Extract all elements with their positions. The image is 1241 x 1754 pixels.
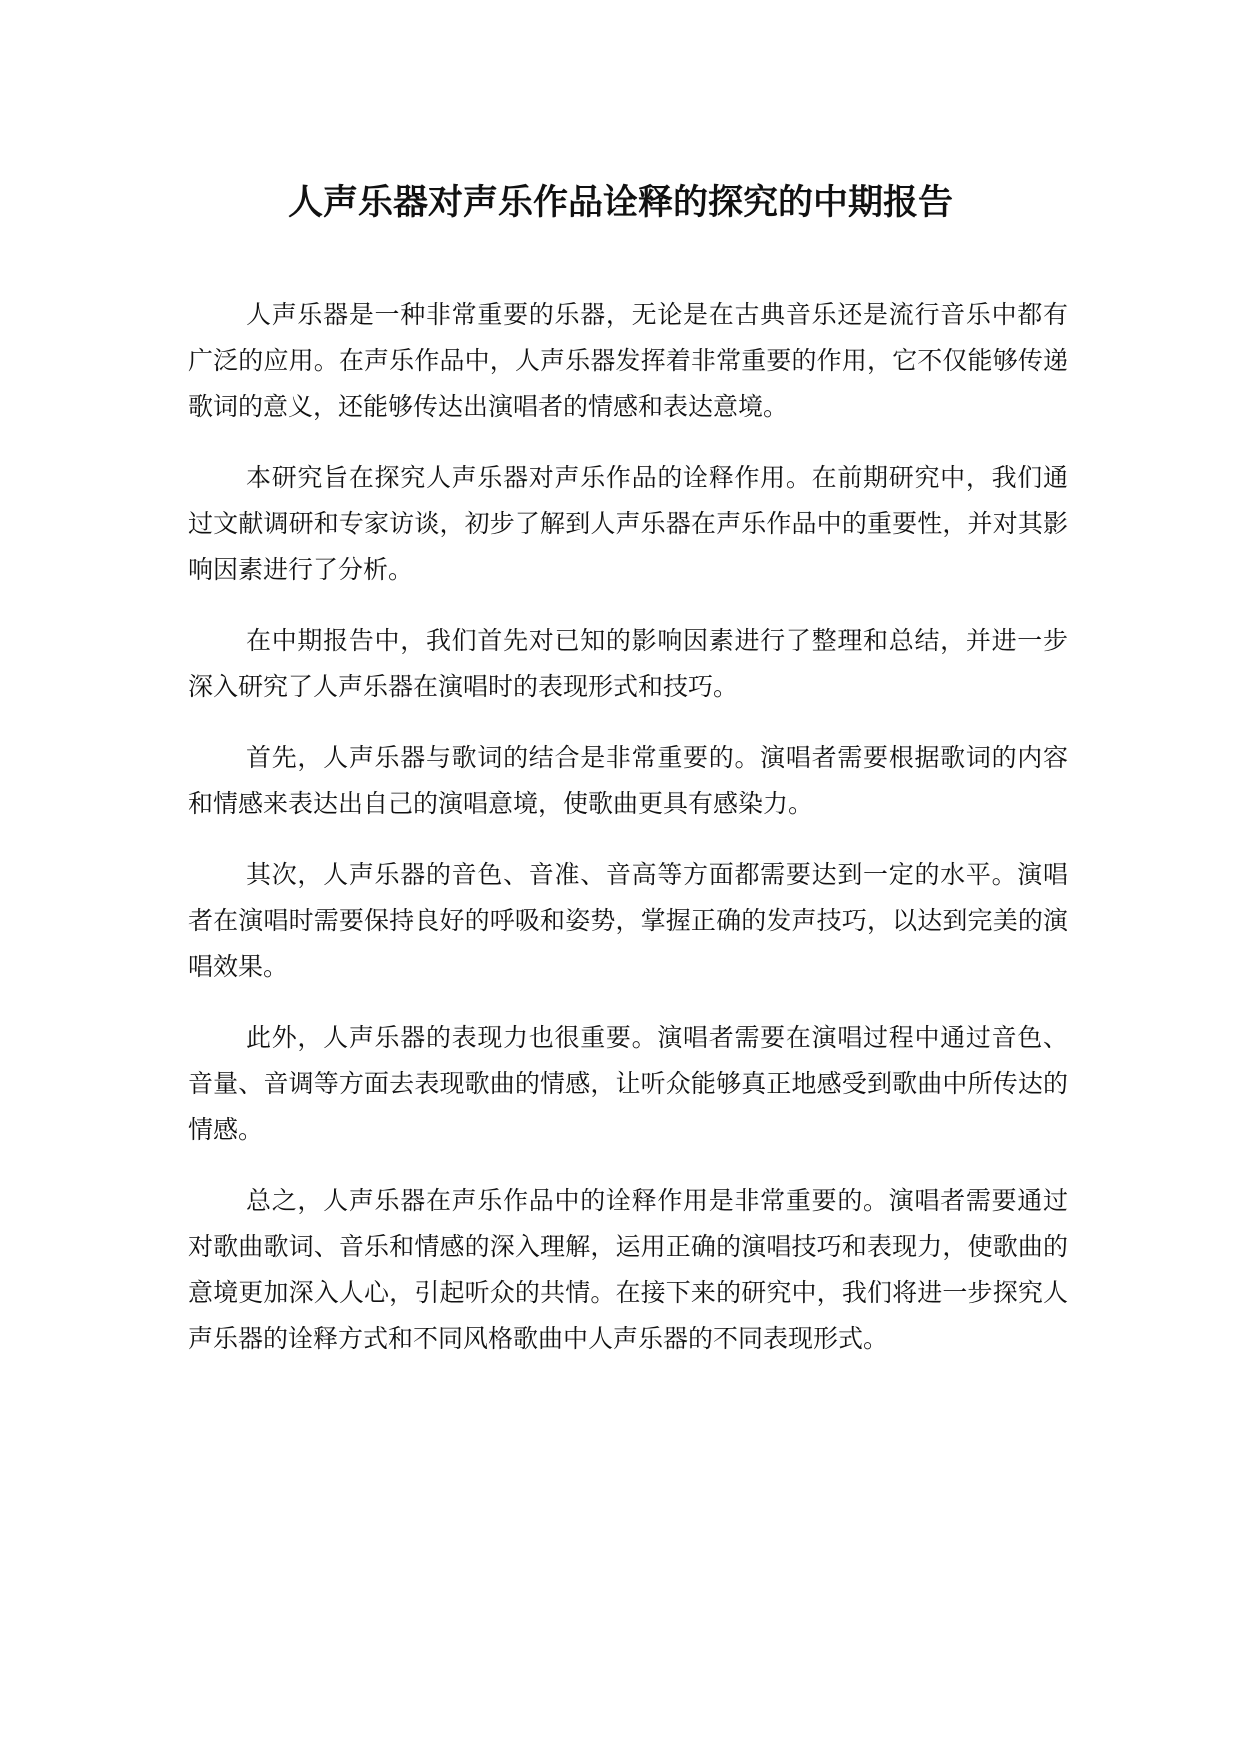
paragraph-3: 在中期报告中，我们首先对已知的影响因素进行了整理和总结，并进一步深入研究了人声乐器在演唱时的表现形式和技巧。	[188, 626, 1068, 701]
document-body	[188, 292, 1068, 1362]
document-title: 人声乐器对声乐作品诠释的探究的中期报告	[287, 183, 953, 223]
paragraph-1: 人声乐器是一种非常重要的乐器，无论是在古典音乐还是流行音乐中都有广泛的应用。在声乐作品中，人声乐器发挥着非常重要的作用，它不仅能够传递歌词的意义，还能够传达出演唱者的情感和表达意境。	[188, 300, 1068, 421]
paragraph-2: 本研究旨在探究人声乐器对声乐作品的诠释作用。在前期研究中，我们通过文献调研和专家访谈，初步了解到人声乐器在声乐作品中的重要性，并对其影响因素进行了分析。	[188, 463, 1068, 584]
paragraph-4: 首先，人声乐器与歌词的结合是非常重要的。演唱者需要根据歌词的内容和情感来表达出自己的演唱意境，使歌曲更具有感染力。	[188, 743, 1068, 818]
paragraph-7: 总之，人声乐器在声乐作品中的诠释作用是非常重要的。演唱者需要通过对歌曲歌词、音乐和情感的深入理解，运用正确的演唱技巧和表现力，使歌曲的意境更加深入人心，引起听众的共情。在接下来的研究中，我们将进一步探究人声乐器的诠释方式和不同风格歌曲中人声乐器的不同表现形式。	[188, 1186, 1068, 1353]
paragraph-5: 其次，人声乐器的音色、音准、音高等方面都需要达到一定的水平。演唱者在演唱时需要保持良好的呼吸和姿势，掌握正确的发声技巧，以达到完美的演唱效果。	[188, 860, 1068, 981]
paragraph-6: 此外，人声乐器的表现力也很重要。演唱者需要在演唱过程中通过音色、音量、音调等方面去表现歌曲的情感，让听众能够真正地感受到歌曲中所传达的情感。	[188, 1023, 1068, 1144]
